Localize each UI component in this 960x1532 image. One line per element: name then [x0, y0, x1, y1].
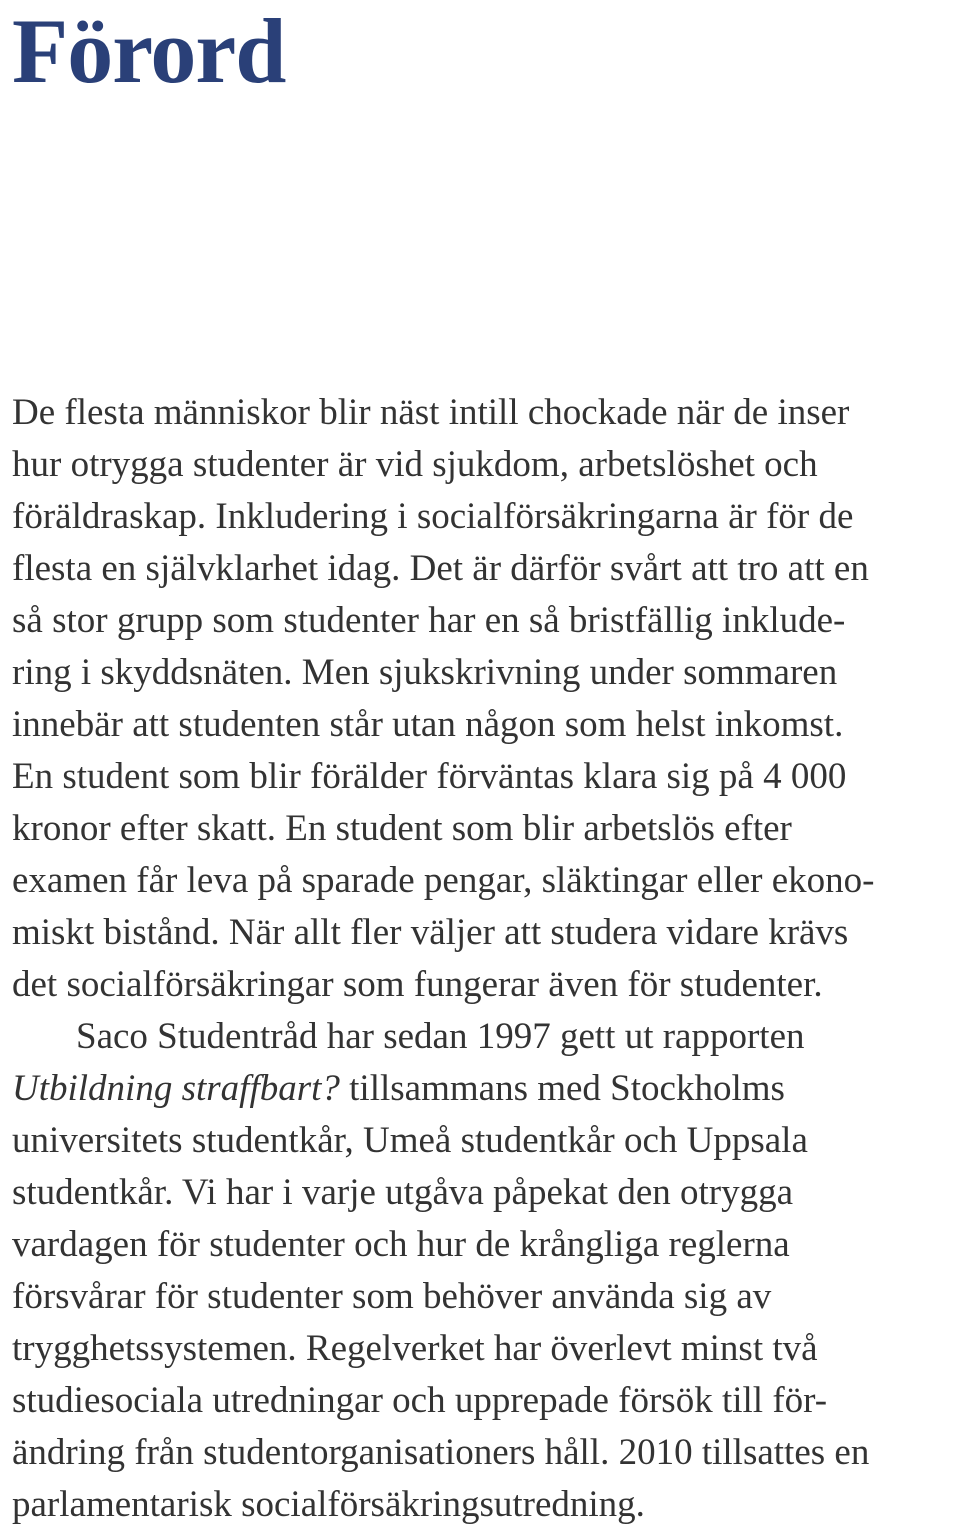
text-line: De flesta människor blir näst intill chockade när de inser: [12, 392, 850, 433]
text-line: trygghetssystemen. Regelverket har överlevt minst två: [12, 1328, 818, 1369]
page-title: Förord: [12, 0, 286, 102]
text-line: innebär att studenten står utan någon som helst inkomst.: [12, 704, 844, 745]
paragraph-1: [12, 387, 960, 1011]
text-fragment: tillsammans med Stockholms: [339, 1068, 785, 1109]
text-line: En student som blir förälder förväntas klara sig på 4 000: [12, 756, 847, 797]
text-line: så stor grupp som studenter har en så bristfällig inklude-: [12, 600, 846, 641]
text-line: Saco Studentråd har sedan 1997 gett ut rapporten: [76, 1016, 805, 1057]
body-text: [12, 387, 960, 1531]
text-line: ändring från studentorganisationers håll. 2010 tillsattes en: [12, 1432, 870, 1473]
text-line: ring i skyddsnäten. Men sjukskrivning under sommaren: [12, 652, 838, 693]
text-line: det socialförsäkringar som fungerar även för studenter.: [12, 964, 823, 1005]
text-line: hur otrygga studenter är vid sjukdom, arbetslöshet och: [12, 444, 818, 485]
report-title: Utbildning straffbart?: [12, 1068, 340, 1109]
paragraph-2: [12, 1011, 960, 1531]
text-line: miskt bistånd. När allt fler väljer att studera vidare krävs: [12, 912, 849, 953]
text-line: försvårar för studenter som behöver använda sig av: [12, 1276, 772, 1317]
text-line: föräldraskap. Inkludering i socialförsäkringarna är för de: [12, 496, 854, 537]
text-line: examen får leva på sparade pengar, släktingar eller ekono-: [12, 860, 875, 901]
text-line: parlamentarisk socialförsäkringsutredning.: [12, 1484, 645, 1525]
text-line: universitets studentkår, Umeå studentkår och Uppsala: [12, 1120, 808, 1161]
text-line: flesta en självklarhet idag. Det är därför svårt att tro att en: [12, 548, 869, 589]
text-line: kronor efter skatt. En student som blir arbetslös efter: [12, 808, 792, 849]
text-line: [12, 1063, 960, 1115]
text-line: studentkår. Vi har i varje utgåva påpekat den otrygga: [12, 1172, 794, 1213]
text-line: vardagen för studenter och hur de krångliga reglerna: [12, 1224, 790, 1265]
text-line: studiesociala utredningar och upprepade försök till för-: [12, 1380, 828, 1421]
